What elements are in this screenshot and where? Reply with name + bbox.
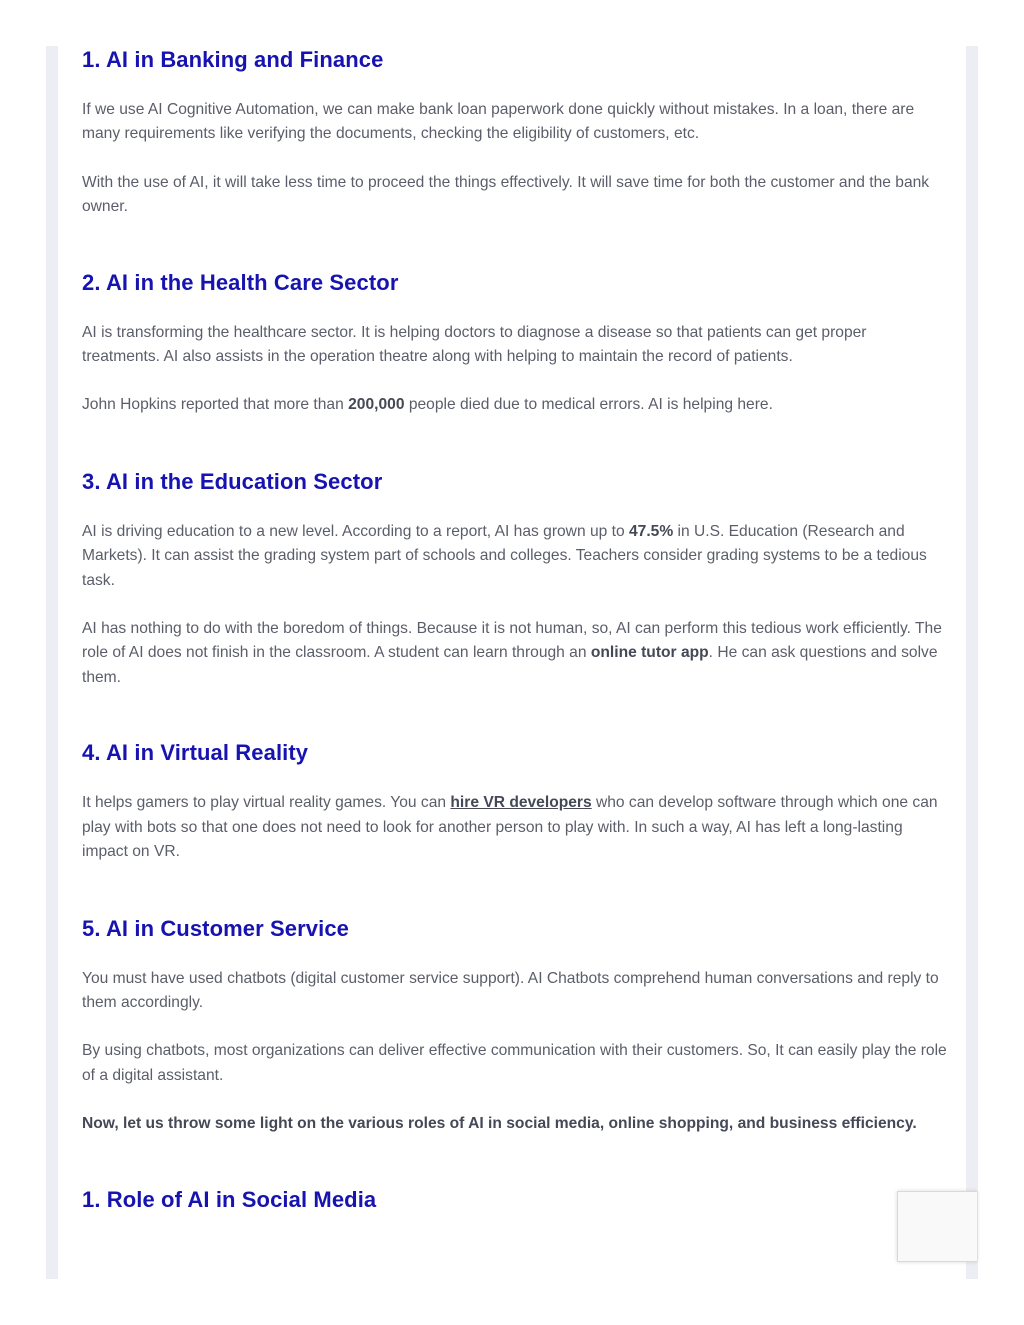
section-heading-healthcare: 2. AI in the Health Care Sector <box>82 269 399 295</box>
section-heading-education: 3. AI in the Education Sector <box>82 468 383 494</box>
healthcare-paragraph-1: AI is transforming the healthcare sector. It is helping doctors to diagnose a disease so that patients can get proper treatments. AI also assists in the operation theatre along with helping to maintain the record of patients. <box>82 323 867 366</box>
section-heading-vr: 4. AI in Virtual Reality <box>82 740 309 766</box>
education-paragraph-2: AI has nothing to do with the boredom of things. Because it is not human, so, AI can perform this tedious work efficiently. The role of AI does not finish in the classroom. A student can learn through an online tutor app. He can ask questions and solve them. <box>82 620 942 686</box>
growth-figure: 47.5% <box>628 522 674 540</box>
deaths-figure: 200,000 <box>348 396 405 414</box>
transition-paragraph: Now, let us throw some light on the various roles of AI in social media, online shopping, and business efficiency. <box>82 1115 917 1133</box>
hire-vr-developers-link[interactable]: hire VR developers <box>450 794 592 812</box>
left-margin-bar <box>46 46 58 1279</box>
vr-paragraph: It helps gamers to play virtual reality games. You can hire VR developers who can develop software through which one can play with bots so that one does not need to look for another person to play with. In such a way, AI has left a long-lasting impact on VR. <box>82 794 938 861</box>
section-heading-customer-service: 5. AI in Customer Service <box>82 915 350 941</box>
banking-paragraph-2: With the use of AI, it will take less time to proceed the things effectively. It will save time for both the customer and the bank owner. <box>82 173 930 216</box>
section-heading-banking: 1. AI in Banking and Finance <box>82 47 384 72</box>
section-heading-social-media: 1. Role of AI in Social Media <box>82 1186 377 1212</box>
customer-service-paragraph-2: By using chatbots, most organizations can deliver effective communication with their customers. So, It can easily play the role of a digital assistant. <box>82 1042 947 1084</box>
education-paragraph-1: AI is driving education to a new level. According to a report, AI has grown up to 47.5% in U.S. Education (Research and Markets). It can assist the grading system part of schools and colleges. Teachers consider grading systems to be a tedious task. <box>82 522 927 589</box>
right-margin-bar <box>966 46 978 1279</box>
customer-service-paragraph-1: You must have used chatbots (digital customer service support). AI Chatbots comprehend human conversations and reply to them accordingly. <box>82 969 939 1011</box>
article-body <box>82 44 948 1216</box>
healthcare-paragraph-2: John Hopkins reported that more than 200,000 people died due to medical errors. AI is helping here. <box>82 396 773 414</box>
online-tutor-app-text: online tutor app <box>590 644 709 662</box>
banking-paragraph-1: If we use AI Cognitive Automation, we can make bank loan paperwork done quickly without mistakes. In a loan, there are many requirements like verifying the documents, checking the eligibility of customers, etc. <box>82 101 915 143</box>
recaptcha-badge[interactable] <box>897 1191 977 1262</box>
